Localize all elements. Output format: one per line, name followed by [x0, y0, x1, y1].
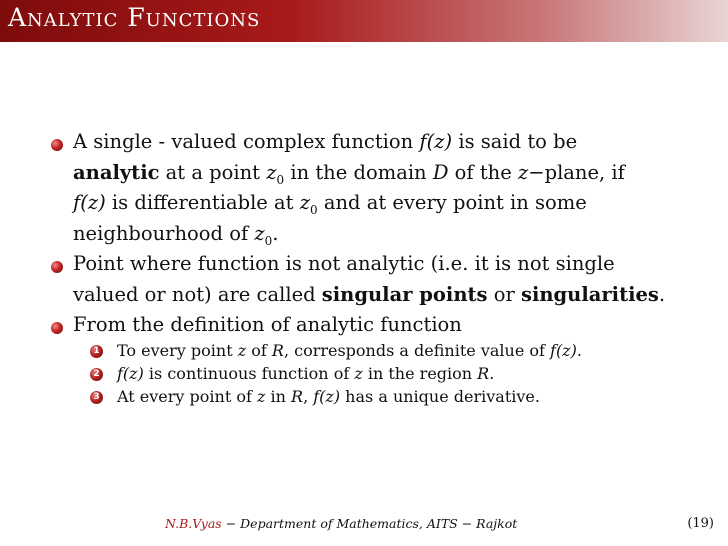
bold-term: analytic — [73, 160, 160, 184]
bullet-paragraph — [73, 249, 665, 310]
math-symbol: z — [257, 387, 266, 406]
math-subscript: 0 — [310, 202, 318, 217]
paragraph-line: f(z) is differentiable at $z_0$ and at every point in some — [73, 191, 587, 217]
paragraph-line: From the definition of analytic function — [73, 313, 462, 336]
math-symbol: R — [271, 341, 284, 360]
math-symbol: D — [432, 160, 449, 184]
bullet-icon — [51, 322, 63, 334]
bullet-icon — [51, 261, 63, 273]
footer-author: N.B.Vyas — [165, 516, 222, 531]
math-symbol: z — [517, 160, 529, 184]
math-symbol: z — [266, 160, 277, 184]
paragraph-line: A single - valued complex function f(z) is said to be — [73, 130, 578, 153]
math-symbol: z — [254, 221, 265, 245]
paragraph-line: neighbourhood of $z_0$. — [73, 221, 279, 248]
math-symbol: R — [477, 364, 490, 383]
footer-affiliation: − Department of Mathematics, AITS − Rajkot — [221, 516, 518, 531]
page-number: (19) — [687, 516, 714, 531]
math-symbol: z — [237, 341, 247, 360]
math-symbol: f(z) — [550, 341, 577, 360]
bold-term: singular points — [321, 282, 488, 306]
math-symbol: f(z) — [117, 364, 144, 383]
bullet-paragraph — [73, 127, 625, 249]
math-symbol: z — [354, 364, 363, 383]
paragraph-line: Point where function is not analytic (i.e. it is not single — [73, 252, 615, 275]
enum-item: To every point z of R, corresponds a definite value of f(z). — [117, 341, 582, 360]
bold-term: singularities — [520, 282, 659, 306]
math-symbol: z — [299, 191, 310, 214]
bullet-icon — [51, 139, 63, 151]
math-subscript: 0 — [276, 172, 285, 187]
enum-number-icon: 1 — [90, 345, 103, 358]
paragraph-line: valued or not) are called singular points or singularities. — [73, 282, 666, 306]
enum-number-icon: 2 — [90, 368, 103, 381]
math-symbol: f(z) — [73, 191, 106, 214]
enum-item: At every point of z in R, f(z) has a unique derivative. — [117, 387, 540, 406]
slide-title: Analytic Functions — [8, 3, 261, 32]
bullet-paragraph — [73, 310, 462, 341]
enum-number-icon: 3 — [90, 391, 103, 404]
slide-footer — [165, 516, 517, 531]
math-symbol: f(z) — [313, 387, 341, 406]
paragraph-line: analytic at a point $z_0$ in the domain D of the z−plane, if — [73, 160, 625, 187]
math-symbol: f(z) — [419, 130, 453, 153]
enum-item: f(z) is continuous function of z in the region R. — [117, 364, 495, 383]
math-subscript: 0 — [264, 233, 273, 248]
math-symbol: R — [291, 387, 304, 406]
